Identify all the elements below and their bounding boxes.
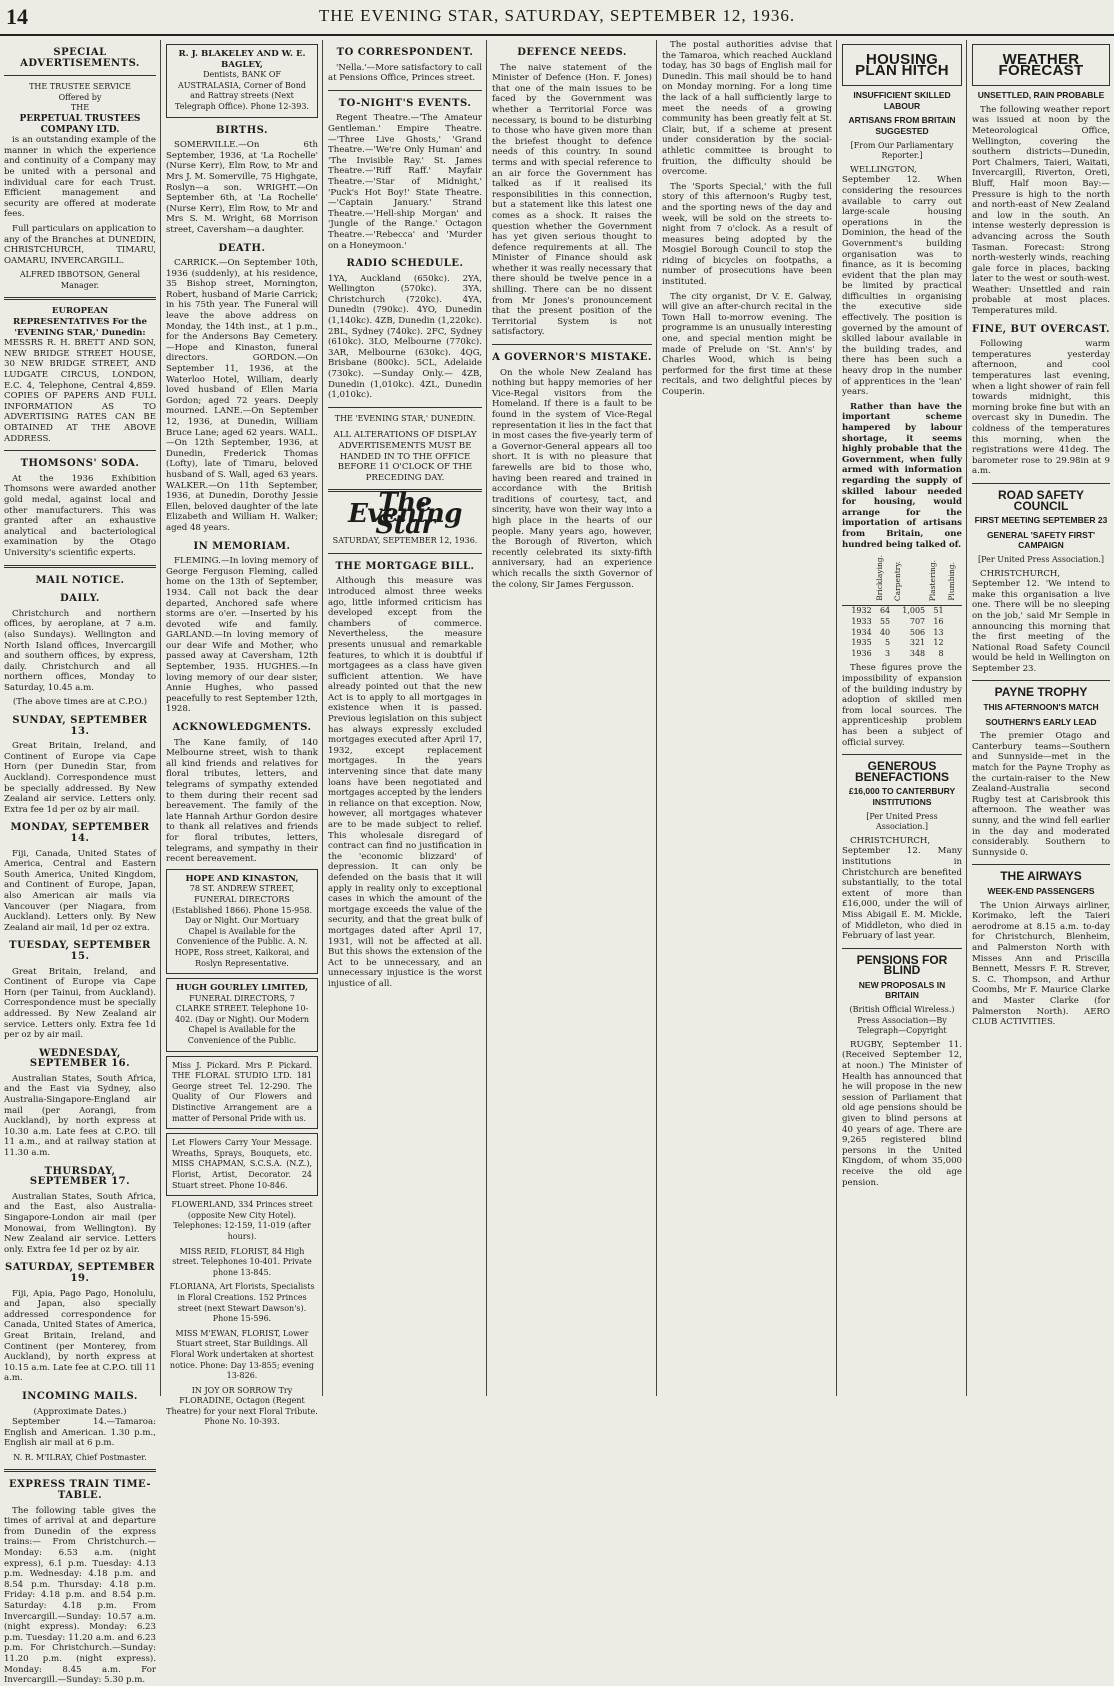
housing-headline-box (842, 44, 962, 86)
table-cell: 16 (933, 617, 944, 627)
table-cell: 51 (933, 606, 944, 616)
table-cell: 3 (885, 648, 891, 658)
pensions-sub: NEW PROPOSALS IN BRITAIN (858, 979, 946, 1001)
euro-title: EUROPEAN REPRESENTATIVES For the 'EVENING STAR,' Dunedin: (13, 306, 147, 338)
mortgage-heading: THE MORTGAGE BILL. (335, 560, 475, 572)
table-cell: 1932 (851, 606, 872, 616)
governor-heading: A GOVERNOR'S MISTAKE. (492, 352, 652, 364)
table-cell: 40 (879, 627, 891, 637)
column-editorial (328, 40, 482, 1396)
trustee-company: PERPETUAL TRUSTEES COMPANY LTD. (19, 113, 141, 135)
table-cell: 348 (909, 648, 926, 658)
dentist-ad (166, 44, 318, 118)
florist-ad: IN JOY OR SORROW Try FLORADINE, Octagon (Regent Theatre) for your next Floral Tribute. Phone No. 10-393. (166, 1385, 318, 1427)
table-row (842, 617, 962, 628)
road-sub: GENERAL 'SAFETY FIRST' CAMPAIGN (986, 529, 1096, 551)
incoming-heading: INCOMING MAILS. (22, 1390, 138, 1402)
column-leaders (492, 40, 652, 1396)
florist-ad: FLOWERLAND, 334 Princes street (opposite New City Hotel). Telephones: 12-159, 11-019 (after hours). (171, 1200, 313, 1241)
corr-heading: TO CORRESPONDENT. (336, 47, 474, 58)
housing-byline: [From Our Parliamentary Reporter.] (850, 140, 954, 161)
table-cell: 1936 (851, 648, 872, 658)
funeral-ad (166, 978, 318, 1052)
generous-headline: GENEROUS BENEFACTIONS (854, 759, 949, 784)
table-cell: 1935 (851, 638, 872, 648)
memoriam-heading: IN MEMORIAM. (193, 540, 291, 552)
soda-body: At the 1936 Exhibition Thomsons were awarded another gold medal, against local and other manufacturers. This was granted after an exhaustive analytical and bacteriological examination by the Otago University's scientific experts. (4, 473, 156, 558)
trustee-line: THE TRUSTEE SERVICE (29, 82, 131, 92)
tuesday-heading: TUESDAY, SEPTEMBER 15. (9, 940, 151, 962)
ack-heading: ACKNOWLEDGMENTS. (172, 722, 312, 734)
death-heading: DEATH. (218, 242, 266, 254)
payne-body: The premier Otago and Canterbury teams—Southern and Sunnyside—met in the match for the Payne Trophy as the curtain-raiser to the New Zealand-Australia second Rugby test at Carisbrook this afternoon. The weather was sunny, and the wind fell earlier in the day and moderated considerably. Southern to Sunnyside 0. (972, 731, 1110, 858)
fine-heading: FINE, BUT OVERCAST. (972, 323, 1110, 335)
defence-body: The naive statement of the Minister of Defence (Hon. F. Jones) that one of the main issues to be faced by the Government was whether a Territorial Force was necessary, is bound to be disturbing to those who have given more than the briefest thought to defence needs of this country. In sound terms and with special reference to an air force the Government has talked as if it realised its responsibilities in this connection, but a statement like this latest one comes as a shock. It raises the question whether the Government has yet given serious thought to defence requirements at all. The Minister of Finance should ask whether it was really necessary that there should be twelve pence in a shilling. There can be no dissent from Mr Jones's pronouncement that the present position of the Territorial System is not satisfactory. (492, 62, 652, 338)
issue-date: SATURDAY, SEPTEMBER 12, 1936. (332, 536, 478, 546)
fine-body: Following warm temperatures yesterday afternoon, and cool temperatures last evening, when a light shower of rain fell towards midnight, this morning broke fine but with an overcast sky in Dunedin. The coldness of the temperatures this morning, when the registrations were 41deg. The barometer rose to 29.98in at 9 a.m. (972, 339, 1110, 477)
memoriam-body: FLEMING.—In loving memory of George Ferguson Fleming, called home on the 13th of September, 1934. Call not back the dear departed, Anchored safe where storms are o'er. —Inserted by his devoted wife and family. GARLAND.—In loving memory of our dear Wife and Mother, who passed away at Caversham, 12th September, 1935. HUGHES.—In loving memory of our dear sister, Annie Hughes, who passed peacefully to rest September 12th, 1928. (166, 556, 318, 715)
news-note: The postal authorities advise that the Tamaroa, which reached Auckland today, has 30 bags of English mail for Dunedin. This mail should be to hand on Monday morning. For a long time the lack of a hall sufficiently large to meet the needs of a growing community has been greatly felt at St. Clair, but, if a scheme at present under consideration by the social-athletic committee is brought to fruition, the difficulty should be overcome. (662, 40, 832, 178)
column-header: Plastering. (928, 559, 938, 601)
table-cell (946, 638, 962, 649)
daily-heading: DAILY. (60, 593, 100, 605)
table-cell: 1934 (851, 627, 872, 637)
column-rule (486, 40, 487, 1396)
funeral-ad (166, 869, 318, 974)
housing-sub: ARTISANS FROM BRITAIN SUGGESTED (848, 115, 956, 136)
mail-title: MAIL NOTICE. (35, 574, 125, 586)
mortgage-body: Although this measure was introduced almost three weeks ago, little informed criticism has developed except from the chambers of commerce. Nevertheless, the measure presents unusual and remarkable features, to which it is doubtful if mortgagees as a class have given sufficient attention. We have already pointed out that the new Act is to apply to all mortgages in existence when it is passed. Previous legislation on this subject has always expressly excluded mortgages executed after April 17, 1932, except replacement mortgages. In the years intervening since that date many loans have been negotiated and mortgages accepted by the lenders in reliance on that exception. Now, however, all mortgages whatever are to be made subject to relief. This wholesale disregard of contract can find no justification in the 'economic blizzard' of depression. It can only be defended on the basis that it will apply in reality only to exceptional cases in which the amount of the mortgage exceeds the value of the security, and that the great bulk of mortgages dated after April 17, 1931, will not be affected at all. But this shows the extension of the Act to be unnecessary, and an unnecessary injustice is the worst injustice of all. (328, 576, 482, 989)
weather-body: The following weather report was issued at noon by the Meteorological Office, Wellington, covering the southern districts—Dunedin, Port Chalmers, Taieri, Waitati, Invercargill, Riverton, Oreti, Bluff, Half moon Bay:— Pressure is high to the north and north-east of New Zealand and low in the south. An intense westerly depression is advancing across the South Tasman. Forecast: Strong north-westerly winds, reaching gale force in places, backing later to the west or south-west. Weather: Unsettled and rain probable at most places. Temperatures mild. (972, 104, 1110, 317)
housing-headline: HOUSING PLAN HITCH (855, 51, 949, 79)
daily-body: Christchurch and northern offices, by aeroplane, at 7 a.m. (also Sundays). Wellington and North Island offices, Invercargill and southern offices, by express, daily. Christchurch and all northern offices, Monday to Saturday, 10.45 a.m. (4, 608, 156, 693)
weather-headline: WEATHER FORECAST (998, 51, 1084, 79)
ack-body: The Kane family, of 140 Melbourne street, wish to thank all kind friends and relatives for floral tributes, letters, and telegrams of sympathy extended to them during their recent sad bereavement. The family of the late Hannah Arthur Gordon desire to thank all relatives and friends for floral tributes, letters, telegrams, and sympathy in their recent bereavement. (166, 737, 318, 865)
generous-sub: £16,000 TO CANTERBURY INSTITUTIONS (848, 786, 956, 807)
gourley-body: FUNERAL DIRECTORS, 7 CLARKE STREET. Telephone 10-402. (Day or Night). Our Modern Chapel is Available for the Convenience of the Public. (174, 993, 310, 1046)
weather-headline-box (972, 44, 1110, 86)
incoming-body: September 14.—Tamaroa: English and American. 1.30 p.m., English air mail at 6 p.m. (4, 1417, 156, 1449)
radio-heading: RADIO SCHEDULE. (346, 258, 464, 270)
table-header-row (842, 554, 962, 606)
incoming-sub: (Approximate Dates.) (33, 1406, 127, 1417)
florist-ad: Let Flowers Carry Your Message. Wreaths, Sprays, Bouquets, etc. MISS CHAPMAN, S.C.S.A. (N.Z.), Florist, Artist, Decorator. 24 Stuart street. Phone 10-846. (166, 1133, 318, 1196)
column-weather (972, 40, 1110, 1396)
table-row (842, 628, 962, 639)
apprentice-table (842, 554, 962, 659)
generous-byline: [Per United Press Association.] (866, 811, 938, 832)
table-cell (946, 606, 962, 617)
column-special-ads (4, 40, 156, 1686)
euro-body: MESSRS R. H. BRETT AND SON, NEW BRIDGE STREET HOUSE, 30 NEW BRIDGE STREET, AND LUDGATE CIRCUS, LONDON, E.C. 4, Telephone, Central 4,859. COPIES OF PAPERS AND FULL INFORMATION AS TO ADVERTISING RATES CAN BE OBTAINED AT THE ABOVE ADDRESS. (4, 338, 156, 444)
payne-sub: SOUTHERN'S EARLY LEAD (985, 716, 1097, 727)
masthead (0, 0, 1114, 36)
dentist-name: R. J. BLAKELEY AND W. E. BAGLEY, (178, 49, 306, 70)
hope-body: 78 ST. ANDREW STREET, FUNERAL DIRECTORS (Established 1866). Phone 15-958. Day or Night. Our Mortuary Chapel is Available for the Convenience of the Public. A. N. HOPE, Ross street, Kaikorai, and Roslyn Representative. (172, 884, 312, 968)
table-cell: 64 (879, 606, 891, 616)
column-news-notes (662, 40, 832, 1396)
dentist-body: Dentists, BANK OF AUSTRALASIA, Corner of Bond and Rattray streets (Next Telegraph Office). Phone 12-393. (175, 70, 309, 111)
column-header: Carpentry. (893, 560, 903, 601)
generous-body: CHRISTCHURCH, September 12. Many institutions in Christchurch are benefited substantially, to the total extent of more than £16,000, under the will of Miss Abigail E. M. Mickle, of Middleton, who died in February of last year. (842, 835, 962, 942)
tonight-body: Regent Theatre.—'The Amateur Gentleman.' Empire Theatre.—'Three Live Ghosts,' 'Grand Theatre.—'We're Only Human' and 'The Invisible Ray.' St. James Theatre.—'Riff Raff.' Mayfair Theatre.—'Star of Midnight,' 'Puck's Hot Boy!' State Theatre.—'Captain January.' Strand Theatre.—'Hell-ship Morgan' and 'Jungle of the Range.' Octagon Theatre.—'Rebecca' and 'Murder on a Honeymoon.' (328, 113, 482, 251)
table-cell: 13 (933, 627, 944, 637)
saturday-body: Fiji, Apia, Pago Pago, Honolulu, and Japan, also specially addressed correspondence for Canada, United States of America, Great Britain, Ireland, and Continent (per Monterey, from Auckland), by north express at 10.15 a.m. Late fee at C.P.O. till 11 a.m. (4, 1288, 156, 1384)
trustee-sign: ALFRED IBBOTSON, General Manager. (19, 270, 141, 290)
monday-body: Fiji, Canada, United States of America, Central and Eastern South America, United Kingdom, and Continent of Europe, Japan, also American air mails via Vancouver (per Niagara, from Auckland). Letters only. By New Zealand air mail, 1d per oz extra. (4, 848, 156, 933)
payne-headline: PAYNE TROPHY (994, 685, 1088, 700)
page-number: 14 (6, 4, 28, 29)
thursday-heading: THURSDAY, SEPTEMBER 17. (29, 1165, 131, 1188)
housing-after: These figures prove the impossibility of expansion of the building industry by adoption of skilled men from local sources. The apprenticeship problem has been a subject of official survey. (842, 663, 962, 748)
table-cell (946, 617, 962, 628)
governor-body: On the whole New Zealand has nothing but happy memories of her Vice-Regal visitors from the Homeland. If there is a fault to be found in the system of Vice-Regal representation it lies in the fact that in most cases the five-yearly term of a Governor-General appears all too short. It is with no pleasure that farewells are bid to those who, having been reared and trained in accordance with the British traditions of courtesy, tact, and sincerity, have won their way into a high place in the hearts of our people. Many years ago, however, the Borough of Riverton, which recently celebrated its sixty-fifth anniversary, had an experience which recalls the sixth Governor of the colony, Sir James Fergusson. (492, 367, 652, 590)
evening-star-logo: The Evening Star (348, 488, 462, 540)
gourley-name: HUGH GOURLEY LIMITED, (176, 983, 308, 994)
births-heading: BIRTHS. (215, 124, 268, 136)
table-cell: 321 (909, 638, 926, 648)
column-header: Bricklaying. (874, 555, 884, 601)
alterations-notice: ALL ALTERATIONS OF DISPLAY ADVERTISEMENTS MUST BE HANDED IN TO THE OFFICE BEFORE 11 O'CLOCK OF THE PRECEDING DAY. (333, 430, 477, 483)
train-title: EXPRESS TRAIN TIME-TABLE. (9, 1479, 151, 1502)
table-cell: 1,005 (902, 606, 926, 616)
trustee-text: is an outstanding example of the manner in which the experience and continuity of a Company may be united with a personal and individual care for each Trust. Efficient management and security are offered at moderate fees. (4, 135, 156, 220)
table-cell: 707 (909, 617, 926, 627)
table-cell: 1933 (851, 617, 872, 627)
news-note: The 'Sports Special,' with the full story of this afternoon's Rugby test, and the sporting news of the day and week, will be sold on the streets to-night from 7 o'clock. As a result of measures being adopted by the Mosgiel Borough Council to stop the riding of bicycles on footpaths, a number of prosecutions have been instituted. (662, 181, 832, 288)
table-cell: 506 (909, 627, 926, 637)
table-cell: 12 (933, 638, 944, 648)
airways-headline: THE AIRWAYS (1000, 869, 1082, 884)
sunday-heading: SUNDAY, SEPTEMBER 13. (12, 715, 148, 737)
road-headline: ROAD SAFETY COUNCIL (997, 487, 1084, 513)
table-cell (946, 628, 962, 639)
airways-sub: WEEK-END PASSENGERS (987, 885, 1095, 896)
table-cell: 5 (885, 638, 891, 648)
table-cell (946, 649, 962, 660)
wednesday-heading: WEDNESDAY, SEPTEMBER 16. (29, 1047, 131, 1070)
sunday-body: Great Britain, Ireland, and Continent of Europe via Cape Horn (per Dunedin Star, from Auckland). Correspondence must be specially addressed. By New Zealand air service. Letters only. Extra fee 1d per oz by air mail. (4, 741, 156, 815)
pensions-byline: (British Official Wireless.) Press Association—By Telegraph—Copyright (849, 1005, 955, 1036)
weather-sub: UNSETTLED, RAIN PROBABLE (977, 90, 1105, 101)
train-body: The following table gives the times of arrival at and departure from Dunedin of the express trains:— From Christchurch.—Monday: 6.53 a.m. (night express), 6.1 p.m. Tuesday: 4.13 p.m. Wednesday: 4.18 p.m. and 8.54 p.m. Thursday: 4.18 p.m. Friday: 4.18 p.m. and 8.54 p.m. Saturday: 4.18 p.m. From Invercargill.—Sunday: 10.57 a.m. (night express). Monday: 6.23 p.m. Tuesday: 11.20 a.m. and 6.23 p.m. For Christchurch.—Sunday: 11.20 p.m. (night express). Monday: 8.45 a.m. For Invercargill.—Sunday: 5.30 p.m. (4, 1505, 156, 1686)
defence-heading: DEFENCE NEEDS. (517, 47, 627, 58)
radio-body: 1YA, Auckland (650kc). 2YA, Wellington (570kc). 3YA, Christchurch (720kc). 4YA, Dunedin (790kc). 4YO, Dunedin (1,140kc). 4ZB, Dunedin (1,220kc). 2BL, Sydney (740kc). 2FC, Sydney (610kc). 3LO, Melbourne (770kc). 3AR, Melbourne (630kc). 4QG, Brisbane (800kc). 5CL, Adelaide (730kc). —Sunday Only.— 4ZB, Dunedin (1,010kc). 4ZL, Dunedin (1,010kc). (328, 273, 482, 401)
times-note: (The above times are at C.P.O.) (12, 697, 148, 708)
hope-name: HOPE AND KINASTON, (185, 873, 299, 884)
thursday-body: Australian States, South Africa, and the East, also Australia-Singapore-London air mail (per Monowai, from Wellington). By New Zealand air service. Letters only. Extra fee 1d per oz by air. (4, 1191, 156, 1255)
column-housing (842, 40, 962, 1396)
table-row (842, 606, 962, 617)
florist-ad: MISS REID, FLORIST, 84 High street. Telephones 10-401. Private phone 13-845. (172, 1246, 312, 1277)
housing-sub: INSUFFICIENT SKILLED LABOUR (853, 90, 951, 111)
tuesday-body: Great Britain, Ireland, and Continent of Europe via Cape Horn (per Tainui, from Auckland). Correspondence must be specially addressed. By New Zealand air service. Letters only. Extra fee 1d per oz by air mail. (4, 966, 156, 1041)
wednesday-body: Australian States, South Africa, and the East via Sydney, also Australia-Singapore-England air mail (per Aorangi, from Auckland), by north express at 10.30 a.m. Late fees at C.P.O. till 11 a.m., and at railway station at 11.30 a.m. (4, 1073, 156, 1159)
births-body: SOMERVILLE.—On 6th September, 1936, at 'La Rochelle' (Nurse Kerr), Elm Row, to Mr and Mrs J. M. Somerville, 75 Highgate, Roslyn—a son. WRIGHT.—On September 6th, at 'La Rochelle' (Nurse Kerr), Elm Row, to Mr and Mrs S. M. Wright, 68 Morrison street, Caversham—a daughter. (166, 140, 318, 235)
table-cell: 8 (938, 648, 944, 658)
monday-heading: MONDAY, SEPTEMBER 14. (10, 822, 150, 844)
road-byline: [Per United Press Association.] (977, 554, 1105, 564)
florist-ad: MISS M'EWAN, FLORIST, Lower Stuart street, Star Buildings. All Floral Work undertaken at shortest notice. Phone: Day 13-855; evening 13-826. (169, 1328, 315, 1381)
table-cell: 55 (879, 617, 891, 627)
trustee-text: Full particulars on application to any of the Branches at DUNEDIN, CHRISTCHURCH, TIMARU, OAMARU, INVERCARGILL. (4, 223, 156, 266)
column-rule (656, 40, 657, 1396)
soda-title: THOMSONS' SODA. (20, 458, 140, 470)
running-header: THE EVENING STAR, SATURDAY, SEPTEMBER 12, 1936. (318, 6, 796, 25)
death-body: CARRICK.—On September 10th, 1936 (suddenly), at his residence, 35 Bishop street, Mornington, Robert, husband of Marie Carrick; in his 75th year. The Funeral will leave the above address on Monday, the 14th inst., at 1 p.m., for the Andersons Bay Cemetery.—Hope and Kinaston, funeral directors. GORDON.—On September 11, 1936, at the Waterloo Hotel, William, dearly loved husband of Ellen Maria Gordon; aged 72 years. Deeply mourned. LANE.—On September 12, 1936, at Dunedin, William Bruce Lane; aged 62 years. WALL.—On 12th September, 1936, at Dunedin, Frederick Thomas (Lofty), late of Timaru, beloved husband of S. Wall, aged 63 years. WALKER.—On 11th September, 1936, at Dunedin, Dorothy Jessie Ellen, beloved daughter of the late Elizabeth and William H. Walker; aged 48 years. (166, 258, 318, 533)
saturday-heading: SATURDAY, SEPTEMBER 19. (4, 1262, 156, 1284)
pensions-headline: PENSIONS FOR BLIND (856, 952, 948, 978)
corr-body: 'Nella.'—More satisfactory to call at Pensions Office, Princes street. (328, 62, 482, 84)
housing-body: WELLINGTON, September 12. When considering the resources available to carry out large-scale housing operations in the Dominion, the head of the Government's building organisation was to finance, as it is becoming evident that the plan may be limited by practical difficulties in organising the executive side effectively. The position is governed by the amount of skilled labour available in the building trades, and there has been such a heavy drop in the number of apprentices in the 'lean' years. (842, 164, 962, 398)
column-rule (322, 40, 323, 1396)
payne-sub: THIS AFTERNOON'S MATCH (983, 702, 1099, 713)
road-sub: FIRST MEETING SEPTEMBER 23 (974, 515, 1108, 526)
column-header: Plumbing. (946, 562, 956, 601)
airways-body: The Union Airways airliner, Korimako, left the Taieri aerodrome at 8.15 a.m. to-day for Christchurch, Blenheim, and Palmerston North with Misses Ann and Priscilla Bennett, Messrs F. R. Strever, S. C. Thompson, and Arthur Coombs, Mr F. Maurice Clarke and Master Clarke (for Palmerston North). AERO CLUB ACTIVITIES. (972, 900, 1110, 1028)
florist-ad: Miss J. Pickard. Mrs P. Pickard. THE FLORAL STUDIO LTD. 181 George street Tel. 12-290. The Quality of Our Flowers and Distinctive Arrangement are a matter of Personal Pride with us. (166, 1056, 318, 1130)
road-body: CHRISTCHURCH, September 12. 'We intend to make this organisation a live one. There will be no sleeping on the job,' said Mr Semple in announcing this morning that the first meeting of the National Road Safety Council would be held in Wellington on September 23. (972, 568, 1110, 674)
trustee-line: THE (70, 103, 90, 113)
special-ads-heading: SPECIAL ADVERTISEMENTS. (20, 47, 140, 69)
star-label: THE 'EVENING STAR,' DUNEDIN. (334, 413, 476, 423)
housing-quote: Rather than have the important scheme hampered by labour shortage, it seems highly probable that the Government, when fully armed with information regarding the supply of skilled labour needed for housing, would arrange for the importation of artisans from Britain, one hundred being talked of. (842, 401, 962, 550)
pensions-body: RUGBY, September 11. (Received September 12, at noon.) The Minister of Health has announced that he will propose in the new session of Parliament that old age pensions should be given to blind persons at 40 years of age. There are 9,265 registered blind persons in the United Kingdom, of whom 35,000 receive the old age pension. (842, 1039, 962, 1188)
table-row (842, 638, 962, 649)
column-rule (160, 40, 161, 1396)
column-rule (966, 40, 967, 1396)
table-row (842, 649, 962, 660)
postmaster: N. R. M'ILRAY, Chief Postmaster. (13, 1452, 147, 1462)
news-note: The city organist, Dr V. E. Galway, will give an after-church recital in the Town Hall to-morrow evening. The programme is an unusually interesting one, and special mention might be made of Prelude on 'St. Ann's' by Charles Wood, which is being performed for the first time at these recitals, and two delightful pieces by Couperin. (662, 291, 832, 397)
tonight-heading: TO-NIGHT'S EVENTS. (338, 97, 472, 109)
column-rule (836, 40, 837, 1396)
trustee-line: Offered by (58, 92, 102, 102)
florist-ad: FLORIANA, Art Florists, Specialists in Floral Creations. 152 Princes street (next Stewart Dawson's). Phone 15-596. (169, 1282, 315, 1324)
column-notices (166, 40, 318, 1427)
